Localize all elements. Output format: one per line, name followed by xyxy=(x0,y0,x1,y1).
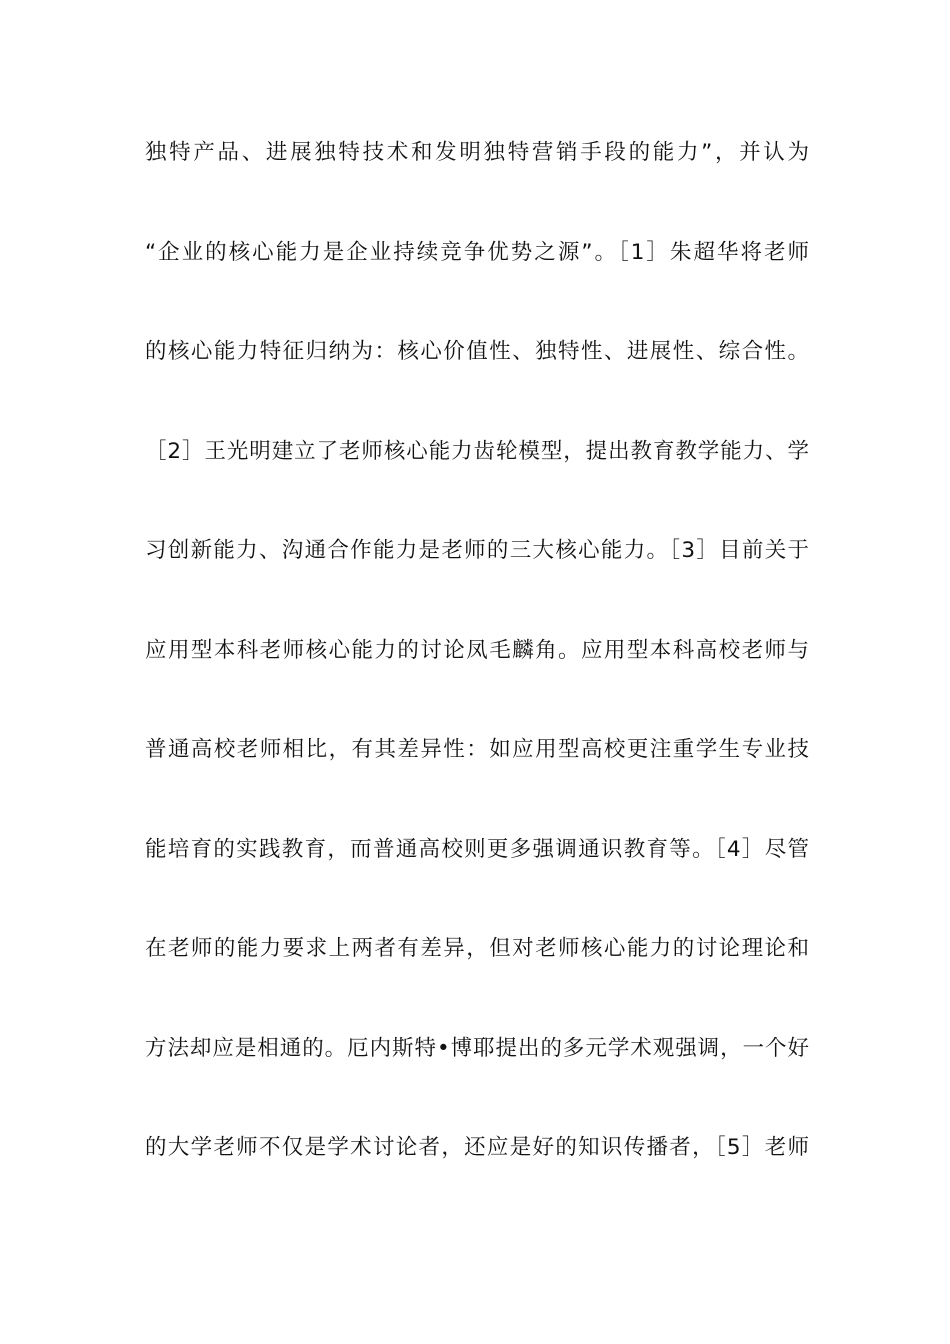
text-line: 独特产品、进展独特技术和发明独特营销手段的能力”，并认为 xyxy=(145,140,809,165)
text-line: ［2］王光明建立了老师核心能力齿轮模型，提出教育教学能力、学 xyxy=(145,438,809,464)
text-line: 应用型本科老师核心能力的讨论凤毛麟角。应用型本科高校老师与 xyxy=(145,637,809,663)
text-line: 普通高校老师相比，有其差异性：如应用型高校更注重学生专业技 xyxy=(145,737,809,762)
text-line: “企业的核心能力是企业持续竞争优势之源”。［1］朱超华将老师 xyxy=(145,239,809,265)
text-line: 在老师的能力要求上两者有差异，但对老师核心能力的讨论理论和 xyxy=(145,936,809,961)
text-line: 习创新能力、沟通合作能力是老师的三大核心能力。［3］目前关于 xyxy=(145,538,809,563)
text-line: 的大学老师不仅是学术讨论者，还应是好的知识传播者，［5］老师 xyxy=(145,1135,809,1160)
body-paragraph xyxy=(145,128,809,1223)
text-line: 能培育的实践教育，而普通高校则更多强调通识教育等。［4］尽管 xyxy=(145,836,809,862)
text-line: 的核心能力特征归纳为：核心价值性、独特性、进展性、综合性。 xyxy=(145,339,809,364)
text-line: 方法却应是相通的。厄内斯特•博耶提出的多元学术观强调，一个好 xyxy=(145,1035,809,1061)
